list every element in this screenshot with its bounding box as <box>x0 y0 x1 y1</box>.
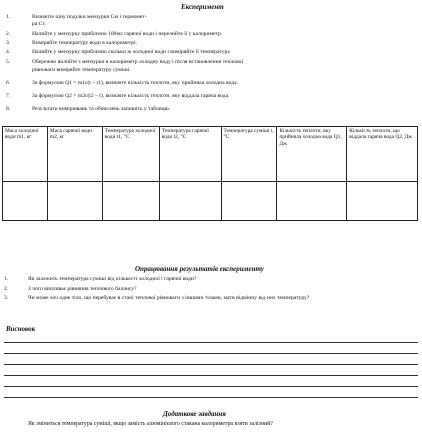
processing-title: Опрацювання результатів експерименту <box>135 265 264 273</box>
step-item: 4. Налийте у мензурку приблизно скільки ж холодної води і виміряйте її температуру. <box>6 49 231 55</box>
additional-title: Додаткове завдання <box>163 410 226 418</box>
step-item: 3. Виміряйте температуру води в калориметрі. <box>6 40 138 46</box>
table-cell[interactable] <box>347 182 418 221</box>
column-header: Температура гарячої води t2, °С <box>159 127 221 182</box>
question-item: 2. З чого випливає рівняння теплового балансу? <box>4 286 137 292</box>
step-item: ра Cт. <box>32 21 46 27</box>
step-item: 2. Налийте у мензурку приблизно 100мл гарячої води і перелийте її у калориметр. <box>6 31 223 37</box>
writing-line[interactable] <box>4 364 418 365</box>
results-table <box>2 126 418 221</box>
column-header: Кількість теплоти, що віддала гаряча вода Q2, Дж <box>347 127 418 182</box>
step-item: 8. Результати вимірювань та обчислень запишіть у таблицю. <box>6 106 171 112</box>
writing-line[interactable] <box>4 397 418 398</box>
table-cell[interactable] <box>221 182 277 221</box>
table-cell[interactable] <box>159 182 221 221</box>
step-item: 5. Обережно вилийте з мензурки в калориметр холодну воду і після встановлення теплової <box>6 59 244 65</box>
conclusion-title: Висновок <box>6 325 36 333</box>
question-item: 1. Як залежить температура суміші від кількості холодної і гарячої води? <box>4 276 197 282</box>
table-header-row <box>3 127 418 182</box>
table-row <box>3 182 418 221</box>
writing-line[interactable] <box>4 353 418 354</box>
step-item: рівноваги виміряйте температуру суміші. <box>32 67 131 73</box>
step-item: 6. За формулою Q1 = m1c(t – t1), визначте кількість теплоти, яку прийняла холодна вода. <box>6 80 239 86</box>
experiment-title: Експеримент <box>181 3 224 11</box>
writing-line[interactable] <box>4 386 418 387</box>
column-header: Маса гарячої води m2, кг <box>47 127 102 182</box>
additional-task-text: Як зміниться температура суміші, якщо замість алюмінієвого стакана калориметра взяти залізний? <box>28 421 273 427</box>
step-item: 1. Визначте ціну поділки мензурки Cм і термомет- <box>6 14 147 20</box>
table-cell[interactable] <box>277 182 347 221</box>
table-cell[interactable] <box>3 182 48 221</box>
column-header: Маса холодної води m1, кг <box>3 127 48 182</box>
table-cell[interactable] <box>102 182 159 221</box>
column-header: Температура суміші t, °С <box>221 127 277 182</box>
step-item: 7. За формулою Q2 = m2c(t2 – t), визначте кількість теплоти, яку віддала гаряча вода. <box>6 93 230 99</box>
column-header: Кількість теплоти, яку прийняла холодна вода Q1, Дж <box>277 127 347 182</box>
writing-line[interactable] <box>4 342 418 343</box>
column-header: Температура холодної води t1, °С <box>102 127 159 182</box>
writing-line[interactable] <box>4 375 418 376</box>
table-cell[interactable] <box>47 182 102 221</box>
question-item: 3. Чи може хоч одне тіло, що перебуває в стані теплової рівноваги з іншими тілами, мати відмінну від них температуру? <box>4 295 310 301</box>
